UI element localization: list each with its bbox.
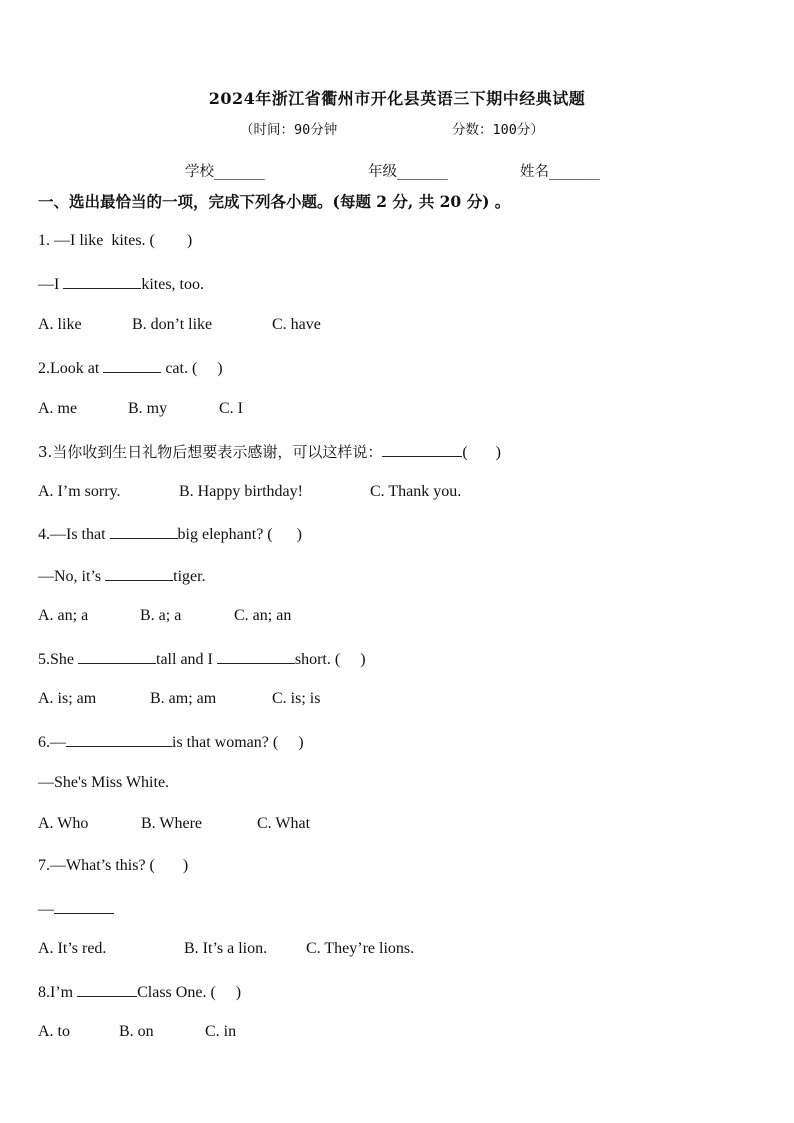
question-5-stem-a: 5.She [38,651,78,668]
option-a[interactable]: A. is; am [38,690,97,707]
question-8-stem-a: 8.I’m [38,984,78,1001]
question-8-stem-b: Class One. ( ) [137,984,242,1001]
option-c[interactable]: C. in [205,1023,237,1040]
option-c[interactable]: C. have [272,316,321,333]
grade-field[interactable]: 年级_______ [368,164,448,180]
option-b[interactable]: B. my [128,400,168,417]
question-2-stem-a: 2.Look at [38,360,104,377]
option-c[interactable]: C. What [257,815,311,832]
option-b[interactable]: B. It’s a lion. [184,940,268,957]
name-field[interactable]: 姓名_______ [520,164,600,180]
question-4 [38,524,302,544]
question-4-reply-a: —No, it’s [38,568,106,585]
section-heading: 一、选出最恰当的一项，完成下列各小题。(每题 2 分, 共 20 分) 。 [38,192,511,211]
answer-blank[interactable] [382,442,462,457]
question-4-reply [38,566,206,586]
option-a[interactable]: A. It’s red. [38,940,107,957]
time-label: （时间：90分钟 [240,122,338,138]
question-5-stem-b: tall and I [156,651,217,668]
option-b[interactable]: B. am; am [150,690,217,707]
option-a[interactable]: A. Who [38,815,89,832]
option-c[interactable]: C. They’re lions. [306,940,415,957]
question-1-reply-a: —I [38,276,64,293]
option-b[interactable]: B. a; a [140,607,182,624]
question-7-options [38,940,414,958]
option-a[interactable]: A. I’m sorry. [38,483,121,500]
question-6 [38,732,304,752]
school-field[interactable]: 学校_______ [185,164,265,180]
question-8 [38,982,241,1002]
option-b[interactable]: B. Where [141,815,203,832]
answer-blank[interactable] [54,899,114,914]
question-2-options [38,400,243,418]
question-5-options [38,690,320,708]
question-6-reply [38,774,169,792]
answer-blank[interactable] [63,274,141,289]
question-1-reply [38,274,204,294]
option-b[interactable]: B. Happy birthday! [179,483,303,500]
option-c[interactable]: C. I [219,400,243,417]
option-c[interactable]: C. is; is [272,690,321,707]
option-c[interactable]: C. an; an [234,607,292,624]
question-7-reply [38,899,114,919]
question-8-options [38,1023,236,1041]
question-4-stem-a: 4.—Is that [38,526,110,543]
question-4-stem-b: big elephant? ( ) [177,526,302,543]
question-1 [38,232,192,250]
question-5 [38,649,366,669]
answer-blank[interactable] [77,982,137,997]
question-3 [38,441,501,462]
page-title: 2024年浙江省衢州市开化县英语三下期中经典试题 [208,89,586,108]
question-7 [38,857,188,875]
option-b[interactable]: B. on [119,1023,154,1040]
question-1-reply-b: kites, too. [141,276,204,293]
question-6-options [38,815,310,833]
answer-blank[interactable] [103,358,161,373]
question-3-paren: ( ) [462,444,501,461]
question-6-reply-text: —She's Miss White. [38,774,170,791]
option-a[interactable]: A. me [38,400,78,417]
question-7-reply-dash: — [38,901,54,918]
question-2-stem-b: cat. ( ) [161,360,223,377]
question-1-stem: 1. —I like kites. ( ) [38,232,193,249]
question-1-options [38,316,321,334]
answer-blank[interactable] [66,732,172,747]
question-4-options [38,607,291,625]
question-5-stem-c: short. ( ) [294,651,366,668]
question-2 [38,358,223,378]
option-a[interactable]: A. to [38,1023,70,1040]
option-a[interactable]: A. like [38,316,82,333]
option-a[interactable]: A. an; a [38,607,89,624]
answer-blank[interactable] [110,524,178,539]
score-label: 分数：100分） [452,122,544,138]
option-b[interactable]: B. don’t like [132,316,213,333]
answer-blank[interactable] [217,649,295,664]
question-6-stem-a: 6.— [38,734,66,751]
question-3-stem: 3.当你收到生日礼物后想要表示感谢，可以这样说： [38,443,383,461]
answer-blank[interactable] [78,649,156,664]
question-4-reply-b: tiger. [173,568,206,585]
question-3-options [38,483,461,501]
question-7-stem: 7.—What’s this? ( ) [38,857,189,874]
option-c[interactable]: C. Thank you. [370,483,462,500]
answer-blank[interactable] [105,566,173,581]
question-6-stem-b: is that woman? ( ) [172,734,304,751]
